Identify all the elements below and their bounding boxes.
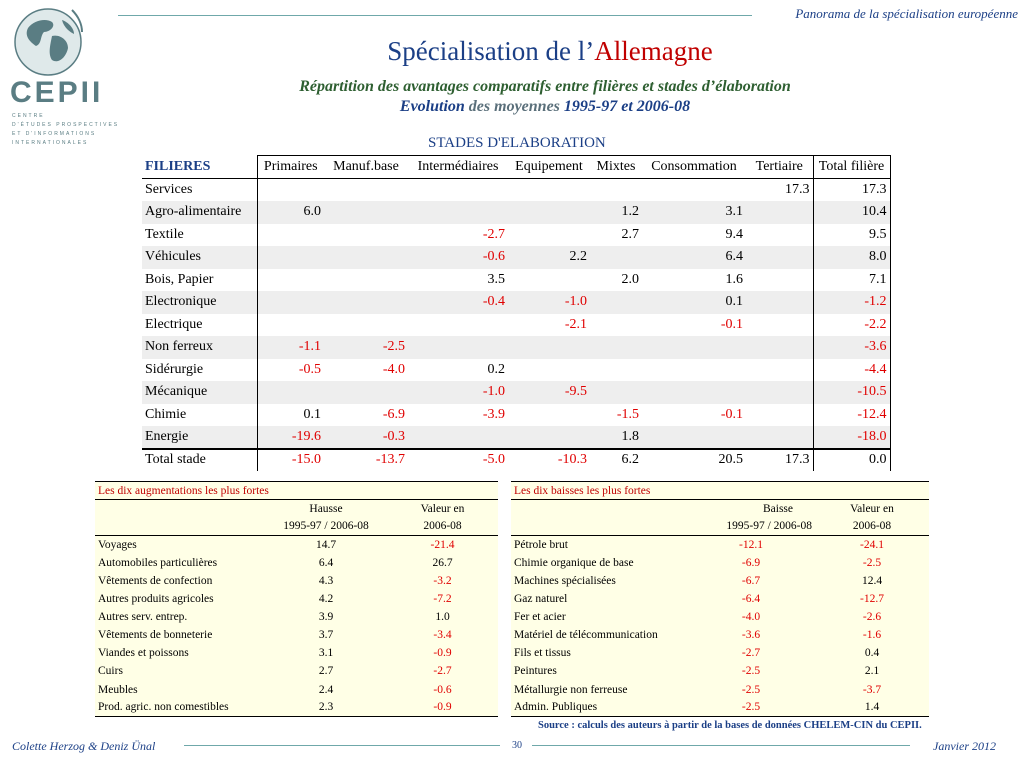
table-cell: -2.5 <box>324 336 408 359</box>
product-name: Vêtements de bonneterie <box>98 629 213 642</box>
list-item <box>511 590 929 608</box>
table-cell: -12.4 <box>813 404 890 427</box>
table-cell <box>257 246 324 269</box>
table-cell <box>746 201 813 224</box>
col-header: 2006-08 <box>387 518 498 536</box>
table-cell <box>746 269 813 292</box>
title-main: Spécialisation de l’ <box>387 36 595 66</box>
row-label: Non ferreux <box>142 336 257 359</box>
table-cell: 2.7 <box>621 226 639 242</box>
list-item <box>95 572 498 590</box>
table-cell: 1.8 <box>590 426 642 449</box>
table-cell <box>508 404 590 427</box>
table-cell <box>590 314 642 337</box>
table-cell: 20.5 <box>642 449 746 471</box>
table-cell <box>642 426 746 449</box>
table-cell: -4.0 <box>382 361 405 377</box>
level-value: -3.7 <box>862 683 882 696</box>
table-cell <box>642 336 746 359</box>
table-cell: -5.0 <box>408 449 508 471</box>
list-item <box>95 608 498 626</box>
list-item <box>511 536 929 554</box>
table-cell <box>408 314 508 337</box>
product-name: Métallurgie non ferreuse <box>514 683 628 696</box>
table-cell <box>642 359 746 382</box>
row-label: Sidérurgie <box>145 361 204 377</box>
col-header: 1995-97 / 2006-08 <box>687 518 815 536</box>
table-cell <box>508 359 590 382</box>
row-label: Services <box>145 182 193 197</box>
table-row <box>142 246 890 269</box>
col-header: Hausse <box>309 502 343 515</box>
table-cell: 6.4 <box>642 246 746 269</box>
filieres-header: FILIERES <box>142 156 257 179</box>
logo-subtitle: CENTRE D'ÉTUDES PROSPECTIVES ET D'INFORMATIONS INTERNATIONALES <box>12 113 120 146</box>
table-cell: -13.7 <box>324 449 408 471</box>
table-header-row <box>142 156 890 179</box>
table-cell: -3.9 <box>482 406 505 422</box>
logo-word: CEPII <box>10 76 104 109</box>
product-name: Pétrole brut <box>514 539 568 552</box>
table-cell <box>746 359 813 382</box>
change-value: 6.4 <box>318 556 334 569</box>
table-cell: 17.3 <box>746 449 813 471</box>
table-cell <box>324 269 408 292</box>
change-value: 2.7 <box>318 665 334 678</box>
change-value: 14.7 <box>315 539 337 552</box>
table-cell: -1.0 <box>408 381 508 404</box>
table-cell <box>590 359 642 382</box>
table-cell: -0.3 <box>324 426 408 449</box>
col-header: Valeur en <box>420 502 465 515</box>
table-cell: -0.1 <box>720 316 743 332</box>
table-row <box>142 179 890 202</box>
change-value: 3.9 <box>318 611 334 624</box>
product-name: Autres produits agricoles <box>98 593 214 606</box>
level-value: -24.1 <box>860 539 884 552</box>
table-cell: -6.9 <box>382 406 405 422</box>
row-label: Total stade <box>142 449 257 471</box>
table-cell <box>590 246 642 269</box>
product-name: Viandes et poissons <box>98 647 189 660</box>
cepii-logo <box>6 4 120 146</box>
level-value: -12.7 <box>860 593 884 606</box>
level-value: -21.4 <box>430 539 455 552</box>
source-note: Source : calculs des auteurs à partir de la bases de données CHELEM-CIN du CEPII. <box>538 720 922 731</box>
row-label: Véhicules <box>142 246 257 269</box>
table-cell <box>590 336 642 359</box>
evol-middle: des moyennes <box>464 98 564 115</box>
evolution-line <box>0 98 1024 116</box>
list-item <box>95 644 498 662</box>
row-label: Electronique <box>142 291 257 314</box>
table-cell: 3.5 <box>487 271 505 287</box>
table-cell: -10.3 <box>508 449 590 471</box>
table-cell: 8.0 <box>813 246 890 269</box>
level-value: 1.4 <box>815 699 929 717</box>
stades-label: STADES D'ELABORATION <box>428 135 606 151</box>
table-cell <box>508 179 590 202</box>
table-cell <box>324 246 408 269</box>
table-cell: 17.3 <box>746 179 813 202</box>
list-item <box>511 608 929 626</box>
table-cell: 17.3 <box>813 179 890 202</box>
table-row <box>142 314 890 337</box>
row-label: Mécanique <box>142 381 257 404</box>
col-header: Mixtes <box>590 156 642 179</box>
table-cell: 1.6 <box>725 271 743 287</box>
table-row <box>142 291 890 314</box>
table-cell: -0.1 <box>720 406 743 422</box>
row-label: Electrique <box>145 316 203 332</box>
increases-heading: Les dix augmentations les plus fortes <box>95 482 498 500</box>
change-value: -2.5 <box>687 699 815 717</box>
product-name: Voyages <box>98 539 137 552</box>
col-header: Valeur en <box>850 502 894 515</box>
list-item <box>95 554 498 572</box>
col-header: 2006-08 <box>815 518 929 536</box>
change-value: 4.2 <box>318 593 334 606</box>
table-cell <box>746 381 813 404</box>
product-name: Prod. agric. non comestibles <box>95 699 265 717</box>
list-item <box>511 626 929 644</box>
table-cell <box>746 224 813 247</box>
table-cell <box>642 381 746 404</box>
row-label: Bois, Papier <box>145 271 214 287</box>
table-cell <box>746 426 813 449</box>
table-row <box>142 269 890 292</box>
table-cell: -1.1 <box>257 336 324 359</box>
list-item <box>95 536 498 554</box>
table-cell <box>746 246 813 269</box>
product-name: Gaz naturel <box>514 593 568 606</box>
table-cell <box>508 224 590 247</box>
table-cell: -9.5 <box>508 381 590 404</box>
row-label: Textile <box>145 226 184 242</box>
table-cell: -4.4 <box>813 359 890 382</box>
table-cell: 0.1 <box>257 404 324 427</box>
table-cell <box>324 201 408 224</box>
level-value: -7.2 <box>433 593 452 606</box>
table-cell: 10.4 <box>813 201 890 224</box>
level-value: 0.4 <box>864 647 880 660</box>
change-value: -3.6 <box>741 629 761 642</box>
table-cell <box>746 314 813 337</box>
table-cell: -10.5 <box>813 381 890 404</box>
table-cell: 2.0 <box>621 271 639 287</box>
table-cell: -15.0 <box>257 449 324 471</box>
page-number: 30 <box>512 740 522 751</box>
increases-table <box>95 481 498 717</box>
col-header: Tertiaire <box>746 156 813 179</box>
row-label: Chimie <box>145 406 187 422</box>
decreases-table <box>511 481 929 717</box>
list-item <box>95 699 498 717</box>
col-header: Primaires <box>257 156 324 179</box>
product-name: Admin. Publiques <box>511 699 687 717</box>
level-value: -2.7 <box>433 665 452 678</box>
decreases-heading: Les dix baisses les plus fortes <box>511 482 929 500</box>
product-name: Fils et tissus <box>514 647 571 660</box>
table-cell: -0.4 <box>408 291 508 314</box>
table-cell <box>324 179 408 202</box>
col-header: Manuf.base <box>324 156 408 179</box>
table-row <box>142 404 890 427</box>
table-cell <box>408 201 508 224</box>
level-value: -3.4 <box>433 629 452 642</box>
table-cell: 0.0 <box>813 449 890 471</box>
list-item <box>95 662 498 680</box>
footer-rule-left <box>184 745 500 746</box>
title-country: Allemagne <box>594 36 713 66</box>
table-cell <box>590 381 642 404</box>
level-value: 1.0 <box>435 611 450 624</box>
panorama-label: Panorama de la spécialisation européenne <box>795 6 1018 21</box>
level-value: -2.6 <box>862 611 882 624</box>
level-value: 26.7 <box>432 556 453 569</box>
change-value: -6.4 <box>741 593 761 606</box>
table-row <box>142 426 890 449</box>
table-cell <box>408 426 508 449</box>
table-cell: 1.2 <box>590 201 642 224</box>
table-cell: -1.2 <box>813 291 890 314</box>
specialisation-table <box>142 155 891 471</box>
product-name: Peintures <box>514 665 557 678</box>
table-cell <box>590 291 642 314</box>
level-value: -1.6 <box>862 629 882 642</box>
table-cell: -3.6 <box>813 336 890 359</box>
change-value: -2.5 <box>741 683 761 696</box>
table-row <box>142 201 890 224</box>
table-cell: 3.1 <box>642 201 746 224</box>
col-header: Total filière <box>813 156 890 179</box>
page-title <box>0 36 1024 67</box>
table-cell <box>642 179 746 202</box>
table-cell <box>324 224 408 247</box>
list-item <box>511 554 929 572</box>
table-cell <box>257 381 324 404</box>
table-cell: -1.5 <box>616 406 639 422</box>
change-value: -4.0 <box>741 611 761 624</box>
list-item <box>95 590 498 608</box>
table-cell <box>324 291 408 314</box>
table-cell: -18.0 <box>813 426 890 449</box>
table-cell <box>408 336 508 359</box>
table-cell <box>590 179 642 202</box>
table-row <box>142 381 890 404</box>
change-value: 2.3 <box>265 699 387 717</box>
table-cell <box>746 291 813 314</box>
level-value: -2.5 <box>862 556 882 569</box>
list-item <box>511 681 929 699</box>
change-value: -12.1 <box>739 539 763 552</box>
table-cell <box>257 314 324 337</box>
page-subtitle: Répartition des avantages comparatifs entre filières et stades d’élaboration <box>299 78 791 95</box>
total-row <box>142 449 890 471</box>
table-cell: 6.2 <box>590 449 642 471</box>
table-cell <box>257 291 324 314</box>
table-cell: -0.6 <box>408 246 508 269</box>
table-cell: 6.0 <box>257 201 324 224</box>
product-name: Autres serv. entrep. <box>98 611 188 624</box>
list-item <box>511 662 929 680</box>
table-cell: 9.5 <box>813 224 890 247</box>
product-name: Cuirs <box>98 665 123 678</box>
product-name: Vêtements de confection <box>98 575 213 588</box>
product-name: Automobiles particulières <box>98 556 218 569</box>
list-item <box>511 644 929 662</box>
evol-years: 1995-97 et 2006-08 <box>563 98 691 115</box>
level-value: -0.6 <box>433 683 452 696</box>
table-cell: -2.7 <box>482 226 505 242</box>
col-header: Baisse <box>762 502 793 515</box>
table-cell <box>324 381 408 404</box>
table-row <box>142 224 890 247</box>
list-item <box>511 699 929 717</box>
col-header: Intermédiaires <box>408 156 508 179</box>
table-row <box>142 359 890 382</box>
table-cell <box>508 336 590 359</box>
change-value: 2.4 <box>318 683 334 696</box>
table-cell <box>746 404 813 427</box>
change-value: 3.1 <box>318 647 334 660</box>
col-header: 1995-97 / 2006-08 <box>265 518 387 536</box>
table-cell <box>508 269 590 292</box>
product-name: Fer et acier <box>514 611 566 624</box>
table-cell <box>746 336 813 359</box>
change-value: -2.5 <box>741 665 761 678</box>
footer-rule-right <box>532 745 910 746</box>
level-value: 2.1 <box>864 665 880 678</box>
table-cell: 0.1 <box>642 291 746 314</box>
table-row <box>142 336 890 359</box>
change-value: -2.7 <box>741 647 761 660</box>
product-name: Matériel de télécommunication <box>514 629 658 642</box>
level-value: -0.9 <box>387 699 498 717</box>
change-value: 3.7 <box>318 629 334 642</box>
table-cell <box>257 224 324 247</box>
table-cell: -2.2 <box>813 314 890 337</box>
row-label: Energie <box>142 426 257 449</box>
col-header: Equipement <box>508 156 590 179</box>
list-item <box>511 572 929 590</box>
level-value: -3.2 <box>433 575 452 588</box>
table-cell: 0.2 <box>487 361 505 377</box>
table-cell <box>408 179 508 202</box>
product-name: Machines spécialisées <box>514 575 616 588</box>
level-value: 12.4 <box>861 575 883 588</box>
header-rule <box>118 15 752 16</box>
col-header: Consommation <box>642 156 746 179</box>
footer-authors: Colette Herzog & Deniz Ünal <box>12 739 156 753</box>
table-cell: 7.1 <box>813 269 890 292</box>
footer-date: Janvier 2012 <box>933 739 996 753</box>
table-cell: 2.2 <box>508 246 590 269</box>
evol-word: Evolution <box>399 98 465 115</box>
table-cell: 9.4 <box>725 226 743 242</box>
product-name: Meubles <box>98 683 138 696</box>
table-cell: -0.5 <box>257 359 324 382</box>
table-cell <box>508 201 590 224</box>
list-item <box>95 681 498 699</box>
change-value: 4.3 <box>318 575 334 588</box>
table-cell <box>324 314 408 337</box>
list-item <box>95 626 498 644</box>
table-cell <box>257 179 324 202</box>
level-value: -0.9 <box>433 647 452 660</box>
table-cell: -19.6 <box>257 426 324 449</box>
product-name: Chimie organique de base <box>514 556 634 569</box>
row-label: Agro-alimentaire <box>142 201 257 224</box>
table-cell <box>257 269 324 292</box>
change-value: -6.9 <box>741 556 761 569</box>
table-cell: -1.0 <box>508 291 590 314</box>
table-cell <box>508 426 590 449</box>
table-cell: -2.1 <box>564 316 587 332</box>
change-value: -6.7 <box>741 575 761 588</box>
